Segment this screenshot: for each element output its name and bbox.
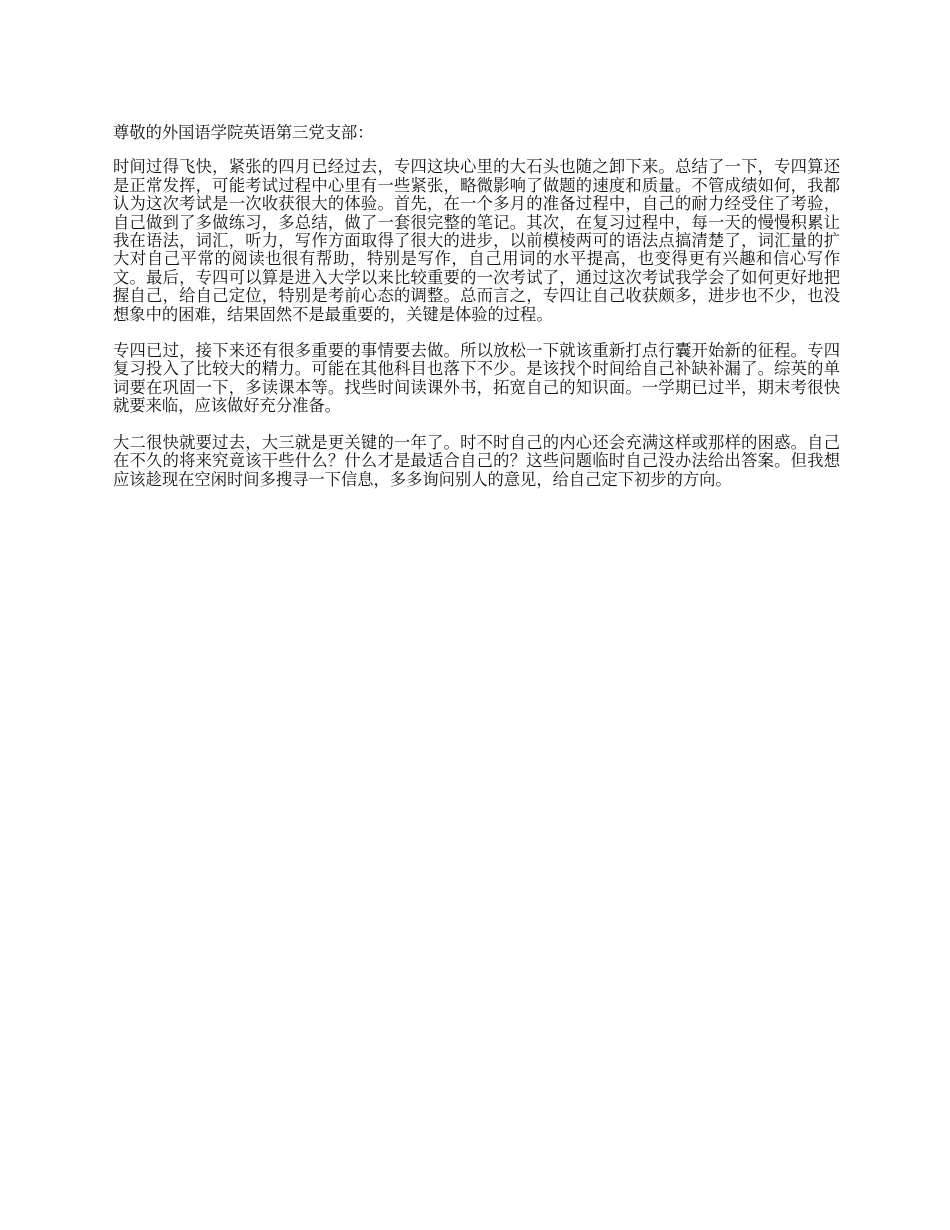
paragraph-1: 时间过得飞快，紧张的四月已经过去，专四这块心里的大石头也随之卸下来。总结了一下，专四算还是正常发挥，可能考试过程中心里有一些紧张，略微影响了做题的速度和质量。不管成绩如何，我都认为这次考试是一次收获很大的体验。首先，在一个多月的准备过程中，自己的耐力经受住了考验，自己做到了多做练习，多总结，做了一套很完整的笔记。其次，在复习过程中，每一天的慢慢积累让我在语法，词汇，听力，写作方面取得了很大的进步，以前模棱两可的语法点搞清楚了，词汇量的扩大对自己平常的阅读也很有帮助，特别是写作，自己用词的水平提高，也变得更有兴趣和信心写作文。最后，专四可以算是进入大学以来比较重要的一次考试了，通过这次考试我学会了如何更好地把握自己，给自己定位，特别是考前心态的调整。总而言之，专四让自己收获颇多，进步也不少，也没想象中的困难，结果固然不是最重要的，关键是体验的过程。 <box>113 157 840 324</box>
paragraph-3: 大二很快就要过去，大三就是更关键的一年了。时不时自己的内心还会充满这样或那样的困惑。自己在不久的将来究竟该干些什么？什么才是最适合自己的？这些问题临时自己没办法给出答案。但我想应该趁现在空闲时间多搜寻一下信息，多多询问别人的意见，给自己定下初步的方向。 <box>113 432 840 489</box>
document-body <box>113 124 840 507</box>
salutation: 尊敬的外国语学院英语第三党支部： <box>113 123 374 142</box>
paragraph-2: 专四已过，接下来还有很多重要的事情要去做。所以放松一下就该重新打点行囊开始新的征程。专四复习投入了比较大的精力。可能在其他科目也落下不少。是该找个时间给自己补缺补漏了。综英的单词要在巩固一下，多读课本等。找些时间读课外书，拓宽自己的知识面。一学期已过半，期末考很快就要来临，应该做好充分准备。 <box>113 341 840 416</box>
